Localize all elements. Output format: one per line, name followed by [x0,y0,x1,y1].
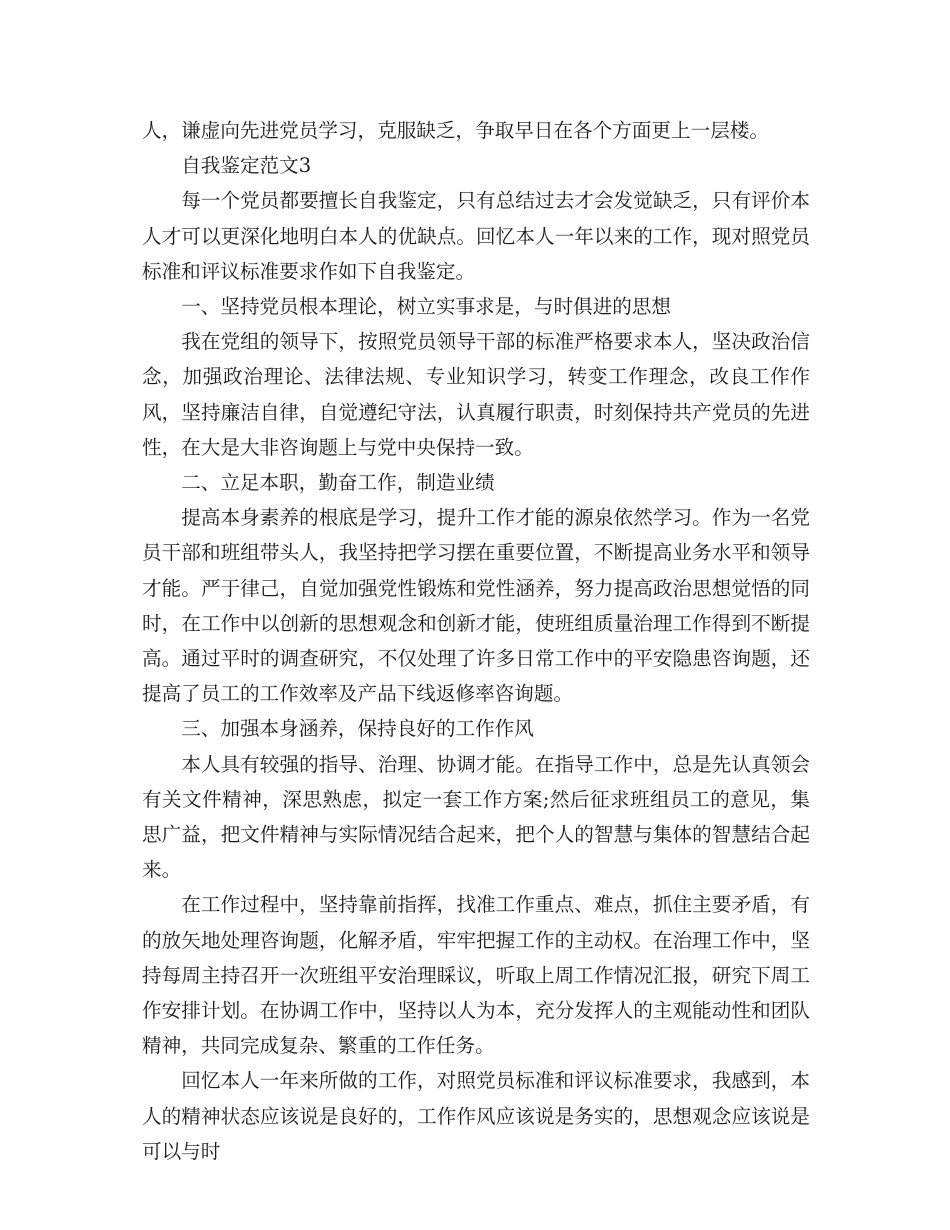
section-heading-1: 一、坚持党员根本理论，树立实事求是，与时俱进的思想 [181,295,672,319]
intro-paragraph: 每一个党员都要擅长自我鉴定，只有总结过去才会发觉缺乏，只有评价本人才可以更深化地明白本人的优缺点。回忆本人一年以来的工作，现对照党员标准和评议标准要求作如下自我鉴定。 [142,189,810,283]
section-3-paragraph-1: 本人具有较强的指导、治理、协调才能。在指导工作中，总是先认真领会有关文件精神，深思熟虑，拟定一套工作方案;然后征求班组员工的意见，集思广益，把文件精神与实际情况结合起来，把个人的智慧与集体的智慧结合起来。 [142,752,810,882]
document-title: 自我鉴定范文3 [181,154,312,178]
section-1-paragraph-1: 我在党组的领导下，按照党员领导干部的标准严格要求本人，坚决政治信念，加强政治理论、法律法规、专业知识学习，转变工作理念，改良工作作风，坚持廉洁自律，自觉遵纪守法，认真履行职责，时刻保持共产党员的先进性，在大是大非咨询题上与党中央保持一致。 [142,330,810,459]
section-3-paragraph-2: 在工作过程中，坚持靠前指挥，找准工作重点、难点，抓住主要矛盾，有的放矢地处理咨询题，化解矛盾，牢牢把握工作的主动权。在治理工作中，坚持每周主持召开一次班组平安治理睬议，听取上周工作情况汇报，研究下周工作安排计划。在协调工作中，坚持以人为本，充分发挥人的主观能动性和团队精神，共同完成复杂、繁重的工作任务。 [142,893,810,1058]
section-heading-3: 三、加强本身涵养，保持良好的工作作风 [181,717,534,741]
continuation-paragraph: 人，谦虚向先进党员学习，克服缺乏，争取早日在各个方面更上一层楼。 [142,119,769,142]
section-heading-2: 二、立足本职，勤奋工作，制造业绩 [181,471,495,495]
section-2-paragraph-1: 提高本身素养的根底是学习，提升工作才能的源泉依然学习。作为一名党员干部和班组带头人，我坚持把学习摆在重要位置，不断提高业务水平和领导才能。严于律己，自觉加强党性锻炼和党性涵养，努力提高政治思想觉悟的同时，在工作中以创新的思想观念和创新才能，使班组质量治理工作得到不断提高。通过平时的调查研究，不仅处理了许多日常工作中的平安隐患咨询题，还提高了员工的工作效率及产品下线返修率咨询题。 [142,506,810,706]
section-3-paragraph-3: 回忆本人一年来所做的工作，对照党员标准和评议标准要求，我感到，本人的精神状态应该说是良好的，工作作风应该说是务实的，思想观念应该说是可以与时 [142,1069,810,1163]
document-body [142,113,810,1169]
